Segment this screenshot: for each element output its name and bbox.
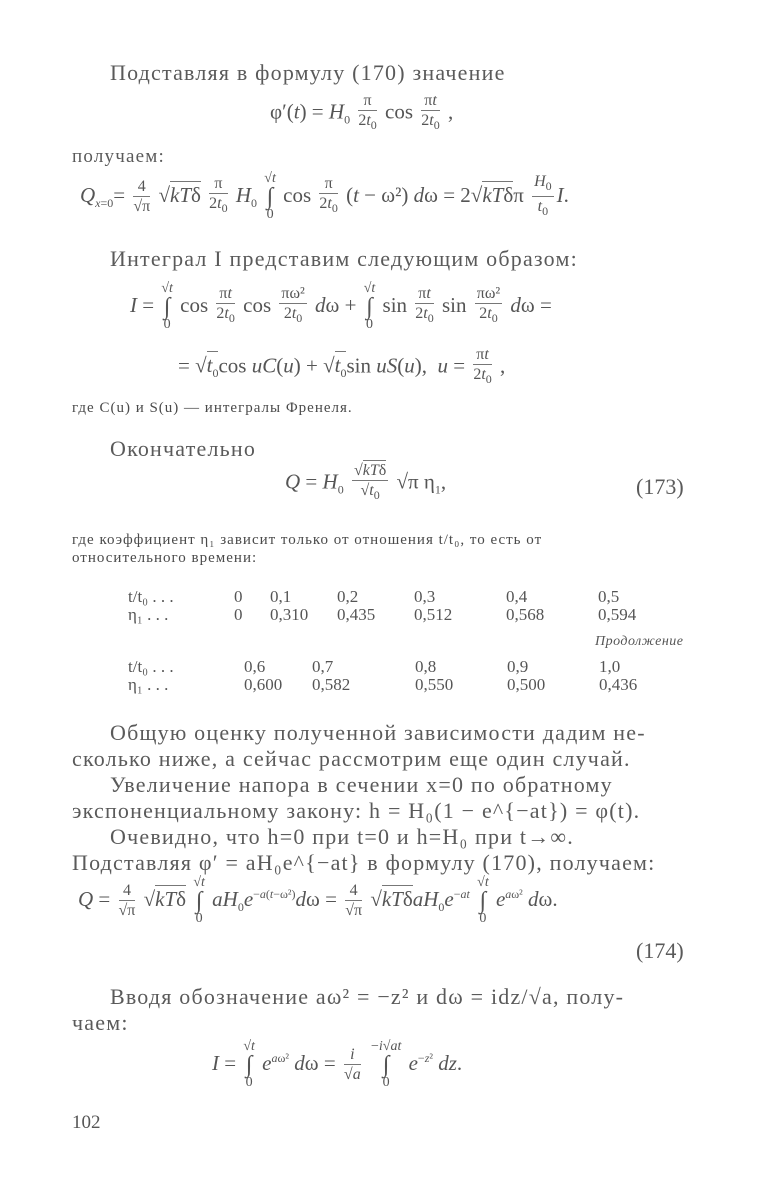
table-cell: 0,7 [312,657,334,676]
table-cell: 0,500 [507,675,546,694]
table-row-eta [128,676,637,694]
paragraph-okonchatelno: Окончательно [110,436,257,461]
paragraph-obviously-line2: Подставляя φ′ = aH₀e^{−at} в формулу (170), получаем: [72,850,656,875]
paragraph-general-estimate-line1: Общую оценку полученной зависимости дадим не- [110,720,646,745]
table-cell: 0,4 [506,587,528,606]
table-cell: 0,568 [506,605,545,624]
table-cell: 0,600 [244,675,283,694]
equation-number-173: (173) [636,474,684,499]
table-cell: 0,2 [337,587,359,606]
formula-integral-i-line2: = $√t_0\cos$ $uC(u) + √t_0\sin$ uS(u), u = $\frac{\pi t}{2t_0}$ , [178,346,506,387]
table-row-eta [128,606,636,624]
formula-integral-final: I = √t ∫ 0 $e^{a\omega^2}$ dω = $\frac{i}{√a}$ −i√at ∫ 0 $e^{-z^2}$ dz. [212,1039,463,1090]
paragraph-integral-i: Интеграл I представим следующим образом: [110,246,578,271]
table-continuation-label: Продолжение [595,634,684,649]
row-label-eta: η₁ . . . [128,605,169,624]
table-cell: 0,582 [312,675,351,694]
table-cell: 0,3 [414,587,436,606]
paragraph-intro: Подставляя в формулу (170) значение [110,60,506,85]
row-label-t: t/t₀ . . . [128,587,174,606]
table-cell: 0,436 [599,675,638,694]
formula-integral-i-line1: I = √t ∫ 0 cos $\frac{\pi t}{2t_0}$ cos $\frac{\text{πω²}}{2t_0}$ dω + √t ∫ 0 sin $\frac{\pi t}{2t_0}$ sin $\frac{\text{πω²}}{2t_0}$ dω = [130,281,552,332]
eta-table-part2 [128,658,637,694]
text-fresnel-integrals: где C(u) и S(u) — интегралы Френеля. [72,400,353,416]
table-cell: 0 [234,587,243,606]
paragraph-obviously-line1: Очевидно, что h=0 при t=0 и h=H₀ при t→∞. [110,824,574,849]
table-cell: 0,9 [507,657,529,676]
table-row-t [128,658,637,676]
equation-number-174: (174) [636,938,684,963]
table-cell: 0,310 [270,605,309,624]
paragraph-exponential-line1: Увеличение напора в сечении x=0 по обратному [110,772,613,797]
formula-173: $Q = H_0$ $\frac{\text{√kTδ}}{√t_0}$ √π $\eta_1$, [285,462,447,503]
table-cell: 0,550 [415,675,454,694]
text-coefficient-line2: относительного времени: [72,550,258,566]
row-label-t: t/t₀ . . . [128,657,174,676]
table-cell: 0,5 [598,587,620,606]
paragraph-notation-line2: чаем: [72,1010,129,1035]
page-number: 102 [72,1112,101,1133]
table-cell: 0,512 [414,605,453,624]
eta-table-part1 [128,588,636,624]
formula-174: Q = $\frac{4}{√\pi}$ √kTδ √t ∫ 0 $aH_0e^{-a(t-\omega^2)}d\omega$ = $\frac{4}{√\pi}$ $√kT\delta aH_0e^{-at}$ √t ∫ 0 $e^{a\omega^2}$ dω. [78,875,558,926]
row-label-eta: η₁ . . . [128,675,169,694]
paragraph-general-estimate-line2: сколько ниже, а сейчас рассмотрим еще один случай. [72,746,631,771]
paragraph-exponential-line2: экспоненциальному закону: h = H₀(1 − e^{−at}) = φ(t). [72,798,641,823]
formula-phi-prime: $\varphi'(t) = H_0$ $\frac{\pi}{2t_0}$ cos $\frac{\pi t}{2t_0}$ , [270,92,454,133]
table-cell: 1,0 [599,657,621,676]
table-cell: 0,1 [270,587,292,606]
paragraph-notation-line1: Вводя обозначение aω² = −z² и dω = idz/√a, полу- [110,984,625,1009]
formula-q-x0: $Q_{x=0}=$ $\frac{4}{√\pi}$ √kTδ $\frac{\pi}{2t_0}$ $H_0$ √t ∫ 0 cos $\frac{\pi}{2t_0}$ (t − ω²) dω = 2√kTδπ $\frac{H_0}{t_0}$ I. [80,171,569,222]
table-cell: 0,6 [244,657,266,676]
text-coefficient-line1: где коэффициент η₁ зависит только от отношения t/t₀, то есть от [72,532,543,548]
text-poluchaem: получаем: [72,146,165,167]
table-cell: 0,8 [415,657,437,676]
table-cell: 0 [234,605,243,624]
table-row-t [128,588,636,606]
table-cell: 0,594 [598,605,637,624]
table-cell: 0,435 [337,605,376,624]
